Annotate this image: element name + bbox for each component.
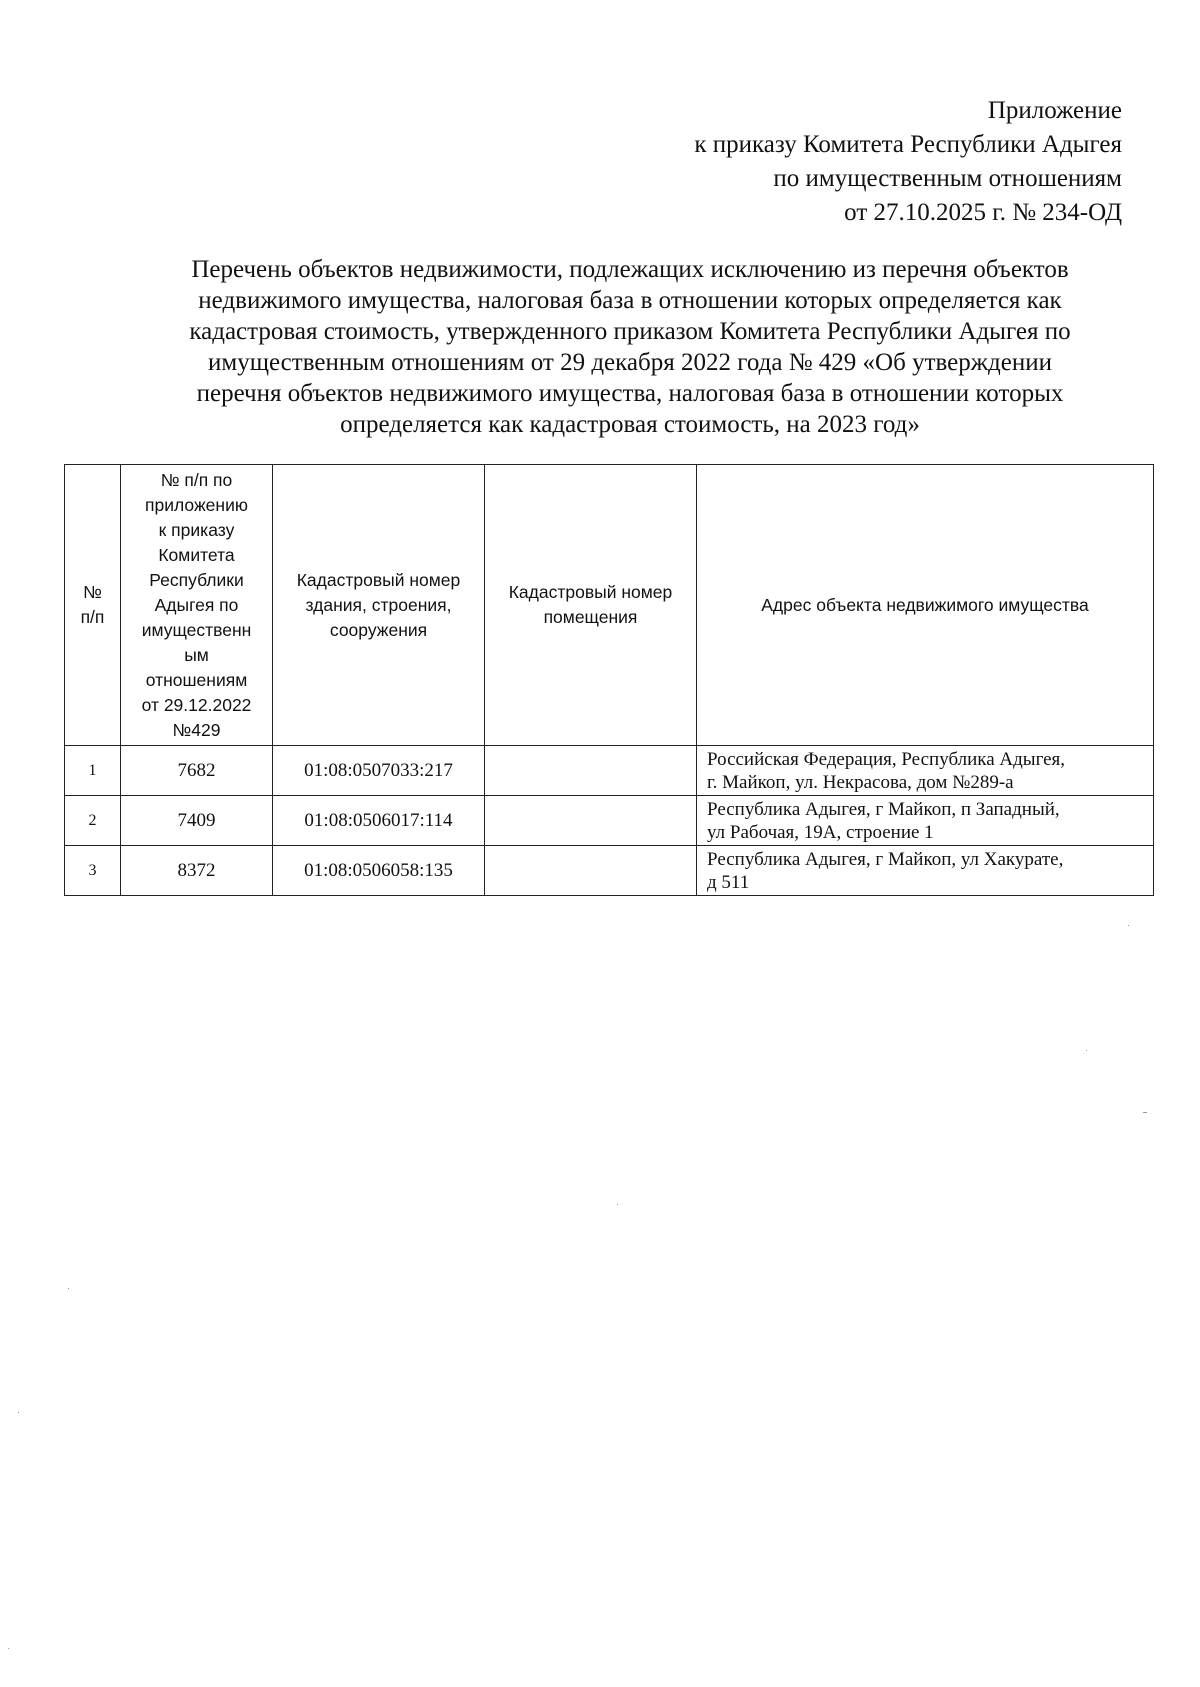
appendix-line: к приказу Комитета Республики Адыгея bbox=[694, 131, 1122, 158]
title-line: имущественным отношениям от 29 декабря 2022 года № 429 «Об утверждении bbox=[208, 349, 1052, 376]
row-building-cadastral: 01:08:0506017:114 bbox=[273, 796, 485, 846]
document-title bbox=[110, 254, 1150, 440]
title-line: недвижимого имущества, налоговая база в отношении которых определяется как bbox=[198, 287, 1062, 314]
row-num: 2 bbox=[65, 796, 121, 846]
header-room-cadastral: Кадастровый номер помещения bbox=[485, 465, 697, 746]
table-header-row bbox=[65, 465, 1154, 746]
table-row bbox=[65, 796, 1154, 846]
row-address: Республика Адыгея, г Майкоп, п Западный, ул Рабочая, 19А, строение 1 bbox=[697, 796, 1154, 846]
row-room-cadastral bbox=[485, 746, 697, 796]
table-row bbox=[65, 746, 1154, 796]
header-num: № п/п bbox=[65, 465, 121, 746]
header-ref: № п/п по приложению к приказу Комитета Республики Адыгея по имущественн ым отношениям от 29.12.2022 №429 bbox=[121, 465, 273, 746]
appendix-line: от 27.10.2025 г. № 234-ОД bbox=[844, 199, 1122, 226]
scan-speck bbox=[1128, 925, 1129, 926]
appendix-header bbox=[694, 94, 1122, 230]
row-address: Российская Федерация, Республика Адыгея, г. Майкоп, ул. Некрасова, дом №289-а bbox=[697, 746, 1154, 796]
row-building-cadastral: 01:08:0507033:217 bbox=[273, 746, 485, 796]
header-address: Адрес объекта недвижимого имущества bbox=[697, 465, 1154, 746]
scan-speck bbox=[68, 1288, 69, 1289]
row-ref: 8372 bbox=[121, 846, 273, 896]
table-row bbox=[65, 846, 1154, 896]
title-line: перечня объектов недвижимого имущества, налоговая база в отношении которых bbox=[196, 380, 1064, 407]
row-num: 1 bbox=[65, 746, 121, 796]
scan-speck bbox=[1086, 1050, 1087, 1051]
appendix-line: по имущественным отношениям bbox=[773, 165, 1122, 192]
row-num: 3 bbox=[65, 846, 121, 896]
appendix-line: Приложение bbox=[987, 97, 1122, 124]
title-line: определяется как кадастровая стоимость, на 2023 год» bbox=[340, 411, 920, 438]
row-building-cadastral: 01:08:0506058:135 bbox=[273, 846, 485, 896]
row-room-cadastral bbox=[485, 846, 697, 896]
scan-speck bbox=[1143, 1112, 1147, 1113]
row-address: Республика Адыгея, г Майкоп, ул Хакурате, д 511 bbox=[697, 846, 1154, 896]
scan-speck bbox=[18, 1412, 19, 1413]
scan-speck bbox=[617, 1204, 618, 1205]
title-line: Перечень объектов недвижимости, подлежащих исключению из перечня объектов bbox=[191, 256, 1069, 283]
row-ref: 7682 bbox=[121, 746, 273, 796]
row-ref: 7409 bbox=[121, 796, 273, 846]
title-line: кадастровая стоимость, утвержденного приказом Комитета Республики Адыгея по bbox=[189, 318, 1071, 345]
property-table bbox=[64, 464, 1154, 896]
scan-speck bbox=[8, 1648, 9, 1649]
header-building-cadastral: Кадастровый номер здания, строения, сооружения bbox=[273, 465, 485, 746]
row-room-cadastral bbox=[485, 796, 697, 846]
